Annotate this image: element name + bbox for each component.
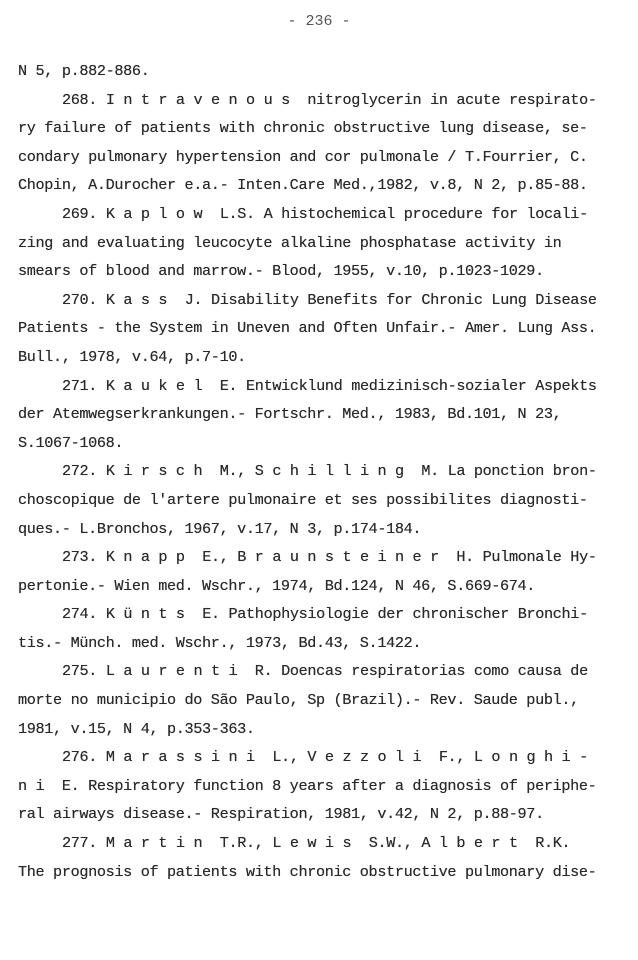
reference-continuation-line: ry failure of patients with chronic obstructive lung disease, se- <box>18 119 588 138</box>
reference-continuation-line: Bull., 1978, v.64, p.7-10. <box>18 347 246 366</box>
reference-entry-start-line: 271. K a u k e l E. Entwicklund medizinisch-sozialer Aspekts <box>62 376 597 395</box>
reference-entry-start-line: 269. K a p l o w L.S. A histochemical procedure for locali- <box>62 204 588 223</box>
reference-continuation-line: S.1067-1068. <box>18 433 124 452</box>
reference-continuation-line: der Atemwegserkrankungen.- Fortschr. Med., 1983, Bd.101, N 23, <box>18 405 562 424</box>
reference-continuation-line: ral airways disease.- Respiration, 1981, v.42, N 2, p.88-97. <box>18 805 544 824</box>
reference-continuation-line: zing and evaluating leucocyte alkaline phosphatase activity in <box>18 233 562 252</box>
reference-continuation-line: 1981, v.15, N 4, p.353-363. <box>18 719 255 738</box>
reference-entry-start-line: 268. I n t r a v e n o u s nitroglycerin in acute respirato- <box>62 90 597 109</box>
reference-continuation-line: smears of blood and marrow.- Blood, 1955, v.10, p.1023-1029. <box>18 262 544 281</box>
reference-continuation-line: choscopique de l'artere pulmonaire et ses possibilites diagnosti- <box>18 490 588 509</box>
reference-entry-start-line: 276. M a r a s s i n i L., V e z z o l i F., L o n g h i - <box>62 748 588 767</box>
bibliography-text <box>0 57 638 886</box>
reference-continuation-line: tis.- Münch. med. Wschr., 1973, Bd.43, S.1422. <box>18 633 422 652</box>
reference-continuation-line: pertonie.- Wien med. Wschr., 1974, Bd.124, N 46, S.669-674. <box>18 576 536 595</box>
reference-entry-start-line: 272. K i r s c h M., S c h i l l i n g M. La ponction bron- <box>62 462 597 481</box>
reference-entry-start-line: 275. L a u r e n t i R. Doencas respiratorias como causa de <box>62 662 588 681</box>
reference-continuation-line: Chopin, A.Durocher e.a.- Inten.Care Med.,1982, v.8, N 2, p.85-88. <box>18 176 588 195</box>
reference-entry-start-line: 273. K n a p p E., B r a u n s t e i n e r H. Pulmonale Hy- <box>62 548 597 567</box>
reference-continuation-line: N 5, p.882-886. <box>18 62 150 80</box>
reference-continuation-line: morte no municipio do São Paulo, Sp (Brazil).- Rev. Saude publ., <box>18 691 579 710</box>
reference-entry-start-line: 270. K a s s J. Disability Benefits for Chronic Lung Disease <box>62 290 597 309</box>
reference-continuation-line: Patients - the System in Uneven and Often Unfair.- Amer. Lung Ass. <box>18 319 597 338</box>
reference-continuation-line: ques.- L.Bronchos, 1967, v.17, N 3, p.174-184. <box>18 519 422 538</box>
reference-continuation-line: condary pulmonary hypertension and cor pulmonale / T.Fourrier, C. <box>18 147 588 166</box>
reference-entry-start-line: 277. M a r t i n T.R., L e w i s S.W., A l b e r t R.K. <box>62 834 571 853</box>
reference-entry-start-line: 274. K ü n t s E. Pathophysiologie der chronischer Bronchi- <box>62 605 588 624</box>
reference-continuation-line: n i E. Respiratory function 8 years after a diagnosis of periphe- <box>18 776 597 795</box>
reference-continuation-line: The prognosis of patients with chronic obstructive pulmonary dise- <box>18 862 597 881</box>
page-number: - 236 - <box>287 13 351 30</box>
